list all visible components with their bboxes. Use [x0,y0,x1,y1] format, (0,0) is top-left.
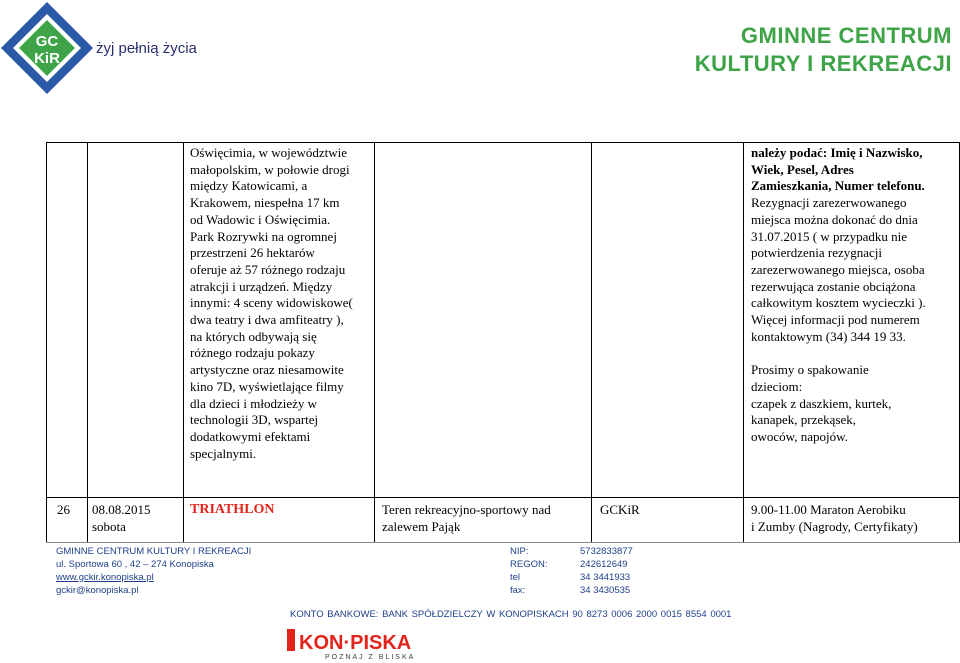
desc-line: artystyczne oraz niesamowite [190,362,344,378]
place-line: Teren rekreacyjno-sportowy nad [382,502,551,517]
tel-label: tel [510,572,521,583]
info-cell [751,145,960,446]
event-program [751,501,960,535]
program-line: i Zumby (Nagrody, Certyfikaty) [751,519,918,534]
footer-registry [510,545,633,597]
svg-text:KON·PISKA: KON·PISKA [299,632,412,654]
desc-line: dodatkowymi efektami [190,428,311,444]
footer-contact [56,545,251,597]
footer-org-name: GMINNE CENTRUM KULTURY I REKREACJI [56,546,252,557]
info-line: Więcej informacji pod numerem [751,312,920,328]
nip-value: 5732833877 [580,546,633,557]
info-line: owoców, napojów. [751,428,848,444]
info-line: kontaktowym (34) 344 19 33. [751,328,906,344]
footer-website-link[interactable]: www.gckir.konopiska.pl [56,572,154,583]
event-title: TRIATHLON [190,502,275,517]
program-line: 9.00-11.00 Maraton Aerobiku [751,502,906,517]
desc-line: różnego rodzaju pokazy [190,345,315,361]
desc-line: dwa teatry i dwa amfiteatry ), [190,312,344,328]
desc-line: od Wadowic i Oświęcimia. [190,211,331,227]
info-line: rezerwująca zostanie obciążona [751,278,916,294]
info-bold-line: Wiek, Pesel, Adres [751,161,854,177]
desc-line: Krakowem, niespełna 17 km [190,195,340,211]
desc-line: kino 7D, wyświetlające filmy [190,378,344,394]
svg-text:POZNAJ Z BLISKA: POZNAJ Z BLISKA [325,654,416,661]
tel-value: 34 3441933 [580,572,631,583]
row-date [92,501,182,535]
desc-line: specjalnymi. [190,445,257,461]
info-line: całkowitym kosztem wycieczki ). [751,295,926,311]
info-line: miejsca można dokonać do dnia [751,211,918,227]
info-bold-line: należy podać: Imię i Nazwisko, [751,145,923,160]
desc-line: małopolskim, w połowie drogi [190,161,350,177]
info-line: zarezerwowanego miejsca, osoba [751,261,925,277]
desc-line: innymi: 4 sceny widowiskowe( [190,295,353,311]
description-cell [190,145,370,462]
page-title [695,22,952,78]
event-date: 08.08.2015 [92,502,151,517]
info-line: kanapek, przekąsek, [751,412,857,428]
desc-line: dla dzieci i młodzieży w [190,395,318,411]
konopiska-logo [285,625,425,661]
fax-value: 34 3430535 [580,585,631,596]
svg-text:GC: GC [35,33,59,50]
title-line-2: KULTURY I REKREACJI [694,51,952,76]
bank-account: KONTO BANKOWE: BANK SPÓŁDZIELCZY W KONOPISKACH 90 8273 0006 2000 0015 8554 0001 [290,609,732,620]
nip-label: NIP: [510,546,529,557]
info-line: dzieciom: [751,378,803,394]
desc-line: technologii 3D, wspartej [190,412,319,428]
svg-text:KiR: KiR [34,50,60,67]
info-line: Prosimy o spakowanie [751,362,869,378]
event-organizer: GCKiR [600,502,640,517]
fax-label: fax: [510,585,526,596]
desc-line: przestrzeni 26 hektarów [190,245,315,261]
regon-value: 242612649 [580,559,628,570]
info-line: Rezygnacji zarezerwowanego [751,195,907,211]
title-line-1: GMINNE CENTRUM [740,23,952,48]
event-day: sobota [92,519,126,534]
info-line: 31.07.2015 ( w przypadku nie [751,228,907,244]
footer-email[interactable]: gckir@konopiska.pl [56,585,139,596]
place-line: zalewem Pająk [382,519,461,534]
desc-line: między Katowicami, a [190,178,308,194]
info-line: potwierdzenia rezygnacji [751,245,883,261]
desc-line: Oświęcimia, w województwie [190,145,348,160]
info-line: czapek z daszkiem, kurtek, [751,395,892,411]
footer-address: ul. Sportowa 60 , 42 – 274 Konopiska [56,559,214,570]
event-place [382,501,582,535]
info-bold-line: Zamieszkania, Numer telefonu. [751,178,925,194]
footer-divider [46,542,960,543]
desc-line: na których odbywają się [190,328,317,344]
row-number: 26 [57,502,70,517]
desc-line: atrakcji i urządzeń. Między [190,278,333,294]
desc-line: Park Rozrywki na ogromnej [190,228,337,244]
regon-label: REGON: [510,559,548,570]
gckir-logo [0,0,95,100]
logo-tagline: żyj pełnią życia [96,40,197,57]
desc-line: oferuje aż 57 różnego rodzaju [190,261,346,277]
